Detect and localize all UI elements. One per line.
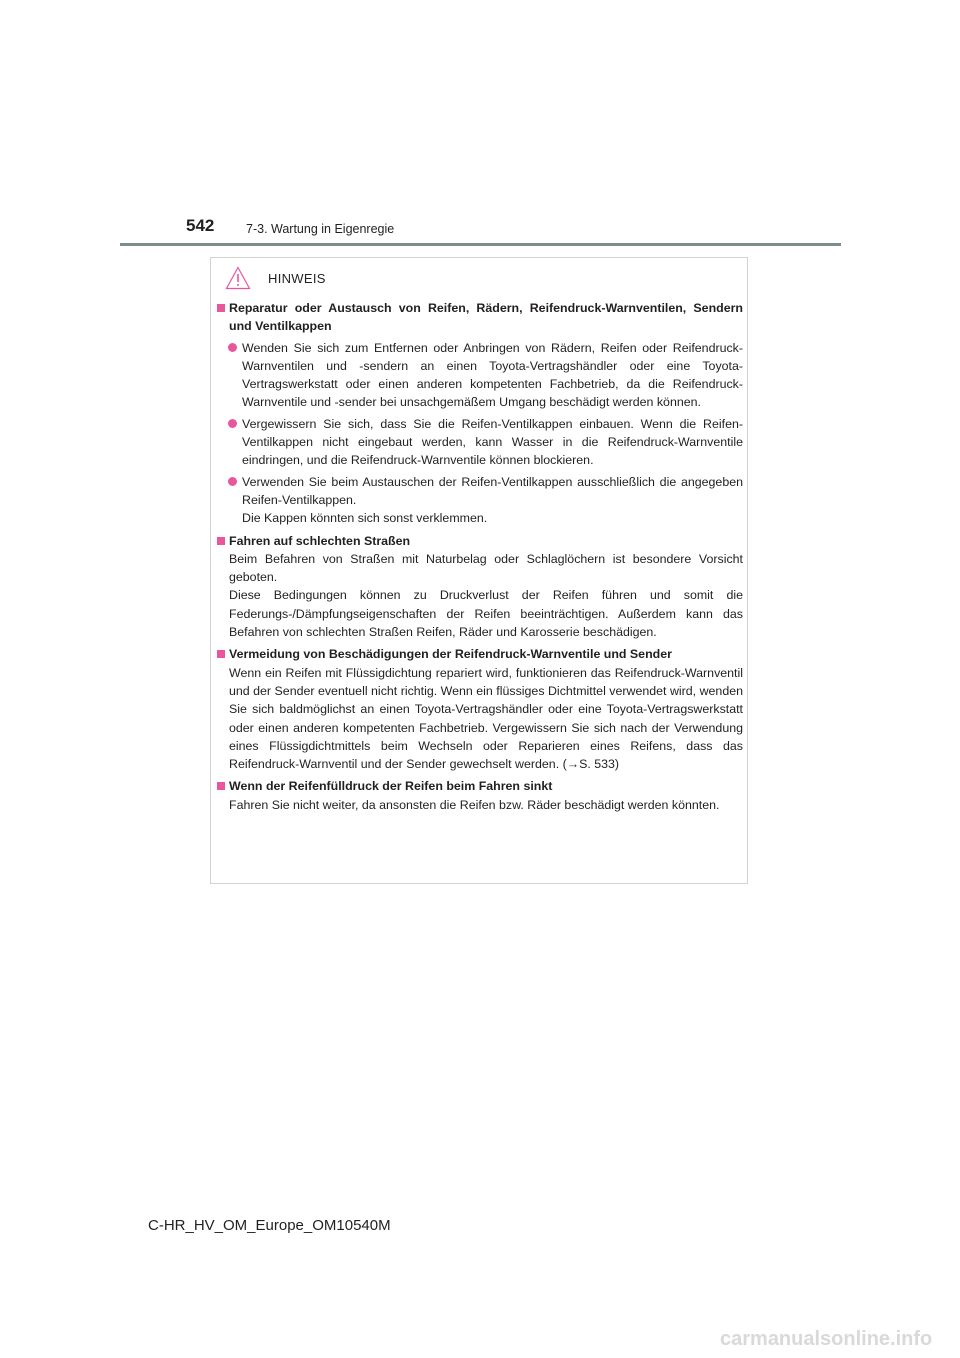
circle-bullet-icon — [228, 419, 237, 428]
circle-bullet-icon — [228, 477, 237, 486]
notice-section — [217, 645, 743, 773]
section-text: Beim Befahren von Straßen mit Naturbelag oder Schlaglöchern ist besondere Vorsicht geboten. Diese Bedingungen können zu Druckverlust der Reifen führen und somit die Federungs-/Dämpfungseigenschaften der Reifen beeinträchtigen. Außerdem kann das Befahren von schlechten Straßen Reifen, Räder und Karosserie beschädigen. — [229, 551, 743, 640]
bullet-text: Verwenden Sie beim Austauschen der Reifen-Ventilkappen ausschließlich die angegeben Reifen-Ventilkappen. Die Kappen könnten sich sonst verklemmen. — [242, 474, 743, 526]
section-heading — [217, 299, 743, 336]
notice-section — [217, 299, 743, 528]
section-heading-text: Reparatur oder Austausch von Reifen, Rädern, Reifendruck-Warnventilen, Sendern und Ventilkappen — [229, 301, 743, 334]
square-bullet-icon — [217, 537, 225, 545]
bullet-item — [217, 473, 743, 528]
circle-bullet-icon — [228, 343, 237, 352]
square-bullet-icon — [217, 782, 225, 790]
section-heading-text: Fahren auf schlechten Straßen — [229, 533, 411, 548]
bullet-text: Wenden Sie sich zum Entfernen oder Anbringen von Rädern, Reifen oder Reifendruck-Warnventilen und -sendern an einen Toyota-Vertragshändler oder eine Toyota-Vertragswerkstatt oder einen anderen kompetenten Fachbetrieb, da die Reifendruck-Warnventile und -sender bei unsachgemäßem Umgang beschädigt werden können. — [242, 340, 743, 410]
section-heading — [217, 777, 743, 795]
square-bullet-icon — [217, 304, 225, 312]
section-heading — [217, 532, 743, 550]
bullet-text: Vergewissern Sie sich, dass Sie die Reifen-Ventilkappen einbauen. Wenn die Reifen-Ventilkappen nicht eingebaut werden, kann Wasser in die Reifendruck-Warnventile eindringen, und die Reifendruck-Warnventile können blockieren. — [242, 416, 743, 468]
notice-section — [217, 532, 743, 642]
notice-label: HINWEIS — [268, 271, 326, 286]
section-heading-text: Wenn der Reifenfülldruck der Reifen beim Fahren sinkt — [229, 779, 553, 794]
warning-triangle-icon — [225, 266, 251, 290]
notice-section — [217, 777, 743, 814]
section-heading-text: Vermeidung von Beschädigungen der Reifendruck-Warnventile und Sender — [229, 647, 672, 662]
page-number: 542 — [186, 216, 215, 235]
section-heading — [217, 645, 743, 663]
notice-body — [217, 299, 743, 818]
square-bullet-icon — [217, 650, 225, 658]
header-rule — [120, 243, 841, 246]
section-title: 7-3. Wartung in Eigenregie — [246, 222, 395, 236]
bullet-item — [217, 339, 743, 412]
notice-box — [210, 257, 748, 884]
section-text: Fahren Sie nicht weiter, da ansonsten die Reifen bzw. Räder beschädigt werden könnten. — [229, 797, 720, 812]
bullet-item — [217, 415, 743, 470]
watermark: carmanualsonline.info — [720, 1328, 933, 1350]
document-id: C-HR_HV_OM_Europe_OM10540M — [148, 1217, 391, 1234]
section-text: Wenn ein Reifen mit Flüssigdichtung repariert wird, funktionieren das Reifendruck-Warnventil und der Sender eventuell nicht richtig. Wenn ein flüssiges Dichtmittel verwendet wird, wenden Sie sich baldmöglichst an einen Toyota-Vertragshändler oder eine Toyota-Vertragswerkstatt oder einen anderen kompetenten Fachbetrieb. Vergewissern Sie sich nach der Verwendung eines Flüssigdichtmittels beim Wechseln oder Reparieren eines Reifens, dass das Reifendruck-Warnventil und der Sender gewechselt werden. (→S. 533) — [229, 665, 743, 772]
